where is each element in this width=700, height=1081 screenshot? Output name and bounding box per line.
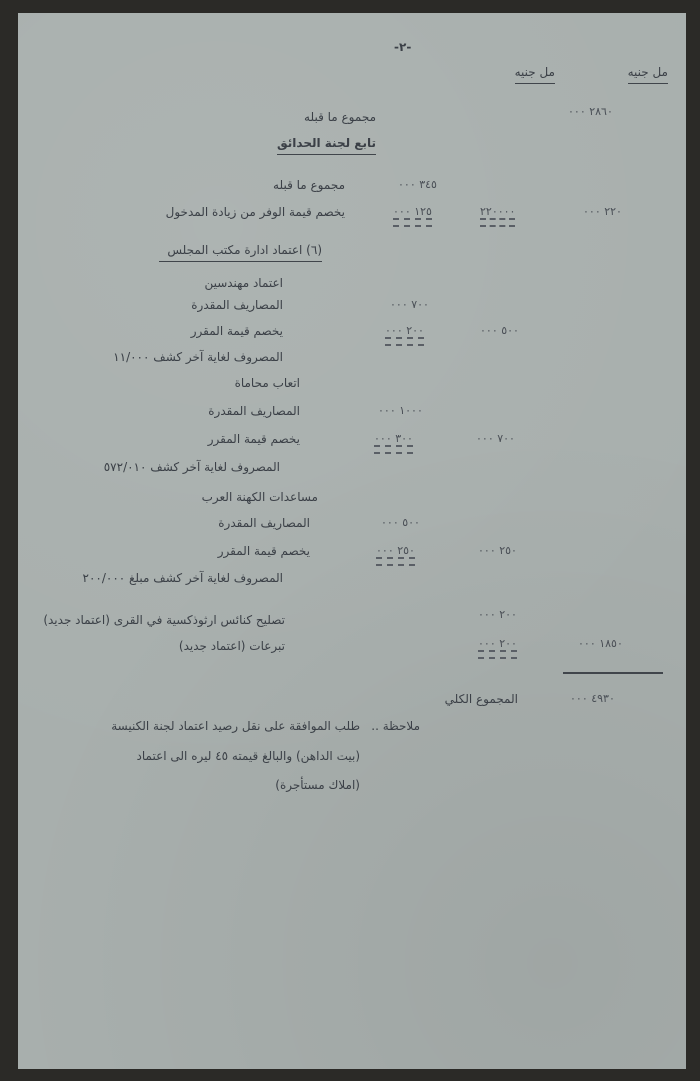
engineers-deduct-value: ٢٠٠ ٠٠٠ [385,324,424,337]
arab-clergy-spent-note: المصروف لغاية آخر كشف مبلغ ٢٠٠/٠٠٠ [82,571,283,585]
note-line-1: طلب الموافقة على نقل رصيد اعتماد لجنة الكنيسة [111,719,360,733]
council-office-title: (٦) اعتماد ادارة مكتب المجلس [159,242,322,262]
arab-clergy-title: مساعدات الكهنة العرب [201,490,318,504]
engineers-spent-note: المصروف لغاية آخر كشف ١١/٠٠٠ [113,350,283,364]
engineers-estimated-value: ٧٠٠ ٠٠٠ [390,298,429,311]
legal-fees-deduct-value: ٣٠٠ ٠٠٠ [374,432,413,445]
engineers-net-value: ٥٠٠ ٠٠٠ [480,324,519,337]
gardens-net-value: ٢٢٠٠٠٠ [480,205,516,218]
note-line-3: (املاك مستأجرة) [275,778,360,792]
legal-fees-deduct-label: يخصم قيمة المقرر [207,432,300,446]
legal-fees-title: اتعاب محاماة [234,376,300,390]
arab-clergy-deduct-label: يخصم قيمة المقرر [217,544,310,558]
document-page [18,13,686,1069]
gardens-previous-label: مجموع ما قبله [273,178,345,192]
engineers-title: اعتماد مهندسين [204,276,283,290]
column-header-1: مل جنيه [628,64,668,84]
grand-total-label: المجموع الكلي [444,692,518,706]
council-office-total: ١٨٥٠ ٠٠٠ [578,637,623,650]
legal-fees-spent-note: المصروف لغاية آخر كشف ٥٧٢/٠١٠ [103,460,280,474]
carried-total-value: ٢٨٦٠ ٠٠٠ [568,105,613,118]
arab-clergy-estimated-label: المصاريف المقدرة [218,516,310,530]
gardens-total-value: ٢٢٠ ٠٠٠ [583,205,622,218]
page-number: -٢- [394,40,412,54]
gardens-deduct-label: يخصم قيمة الوفر من زيادة المدخول [165,205,345,219]
legal-fees-net-value: ٧٠٠ ٠٠٠ [476,432,515,445]
grand-total-value: ٤٩٣٠ ٠٠٠ [570,692,615,705]
gardens-title: تابع لجنة الحدائق [277,135,376,155]
church-repair-label: تصليح كنائس ارثوذكسية في القرى (اعتماد جديد) [43,613,285,627]
legal-fees-estimated-value: ١٠٠٠ ٠٠٠ [378,404,423,417]
arab-clergy-deduct-value: ٢٥٠ ٠٠٠ [376,544,415,557]
donations-label: تبرعات (اعتماد جديد) [178,639,285,653]
note-line-2: (بيت الداهن) والبالغ قيمته ٤٥ ليره الى اعتماد [136,749,360,763]
gardens-deduct-value: ١٢٥ ٠٠٠ [393,205,432,218]
church-repair-value: ٢٠٠ ٠٠٠ [478,608,517,621]
gardens-previous-value: ٣٤٥ ٠٠٠ [398,178,437,191]
carried-total-label: مجموع ما قبله [304,110,376,124]
arab-clergy-estimated-value: ٥٠٠ ٠٠٠ [381,516,420,529]
legal-fees-estimated-label: المصاريف المقدرة [208,404,300,418]
engineers-deduct-label: يخصم قيمة المقرر [190,324,283,338]
arab-clergy-net-value: ٢٥٠ ٠٠٠ [478,544,517,557]
engineers-estimated-label: المصاريف المقدرة [191,298,283,312]
total-rule [563,672,663,674]
column-header-2: مل جنيه [515,64,555,84]
note-label: ملاحظة .. [371,719,420,733]
donations-value: ٢٠٠ ٠٠٠ [478,637,517,650]
